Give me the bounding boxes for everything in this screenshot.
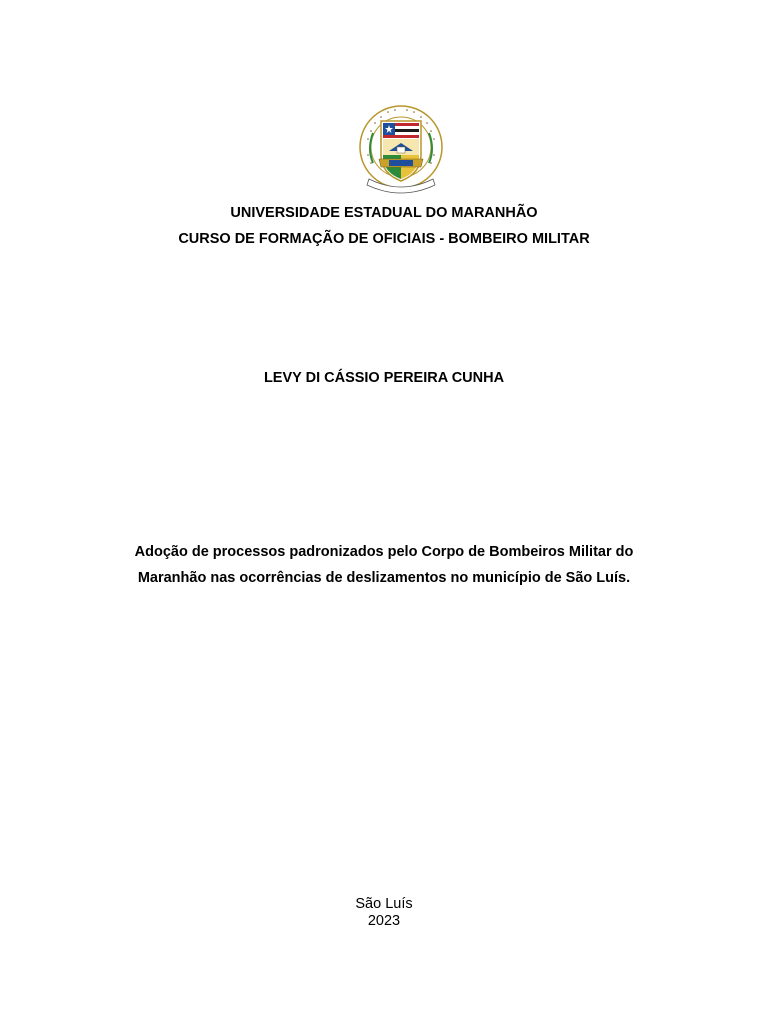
uema-seal-icon: [355, 103, 447, 197]
city: São Luís: [355, 896, 413, 912]
author-name: LEVY DI CÁSSIO PEREIRA CUNHA: [263, 370, 505, 386]
year: 2023: [367, 913, 401, 929]
document-title-line-1: Adoção de processos padronizados pelo Corpo de Bombeiros Militar do: [134, 544, 634, 560]
course-name: CURSO DE FORMAÇÃO DE OFICIAIS - BOMBEIRO MILITAR: [178, 231, 590, 247]
document-title-line-2: Maranhão nas ocorrências de deslizamentos no município de São Luís.: [137, 570, 631, 586]
institution-name: UNIVERSIDADE ESTADUAL DO MARANHÃO: [230, 205, 538, 221]
